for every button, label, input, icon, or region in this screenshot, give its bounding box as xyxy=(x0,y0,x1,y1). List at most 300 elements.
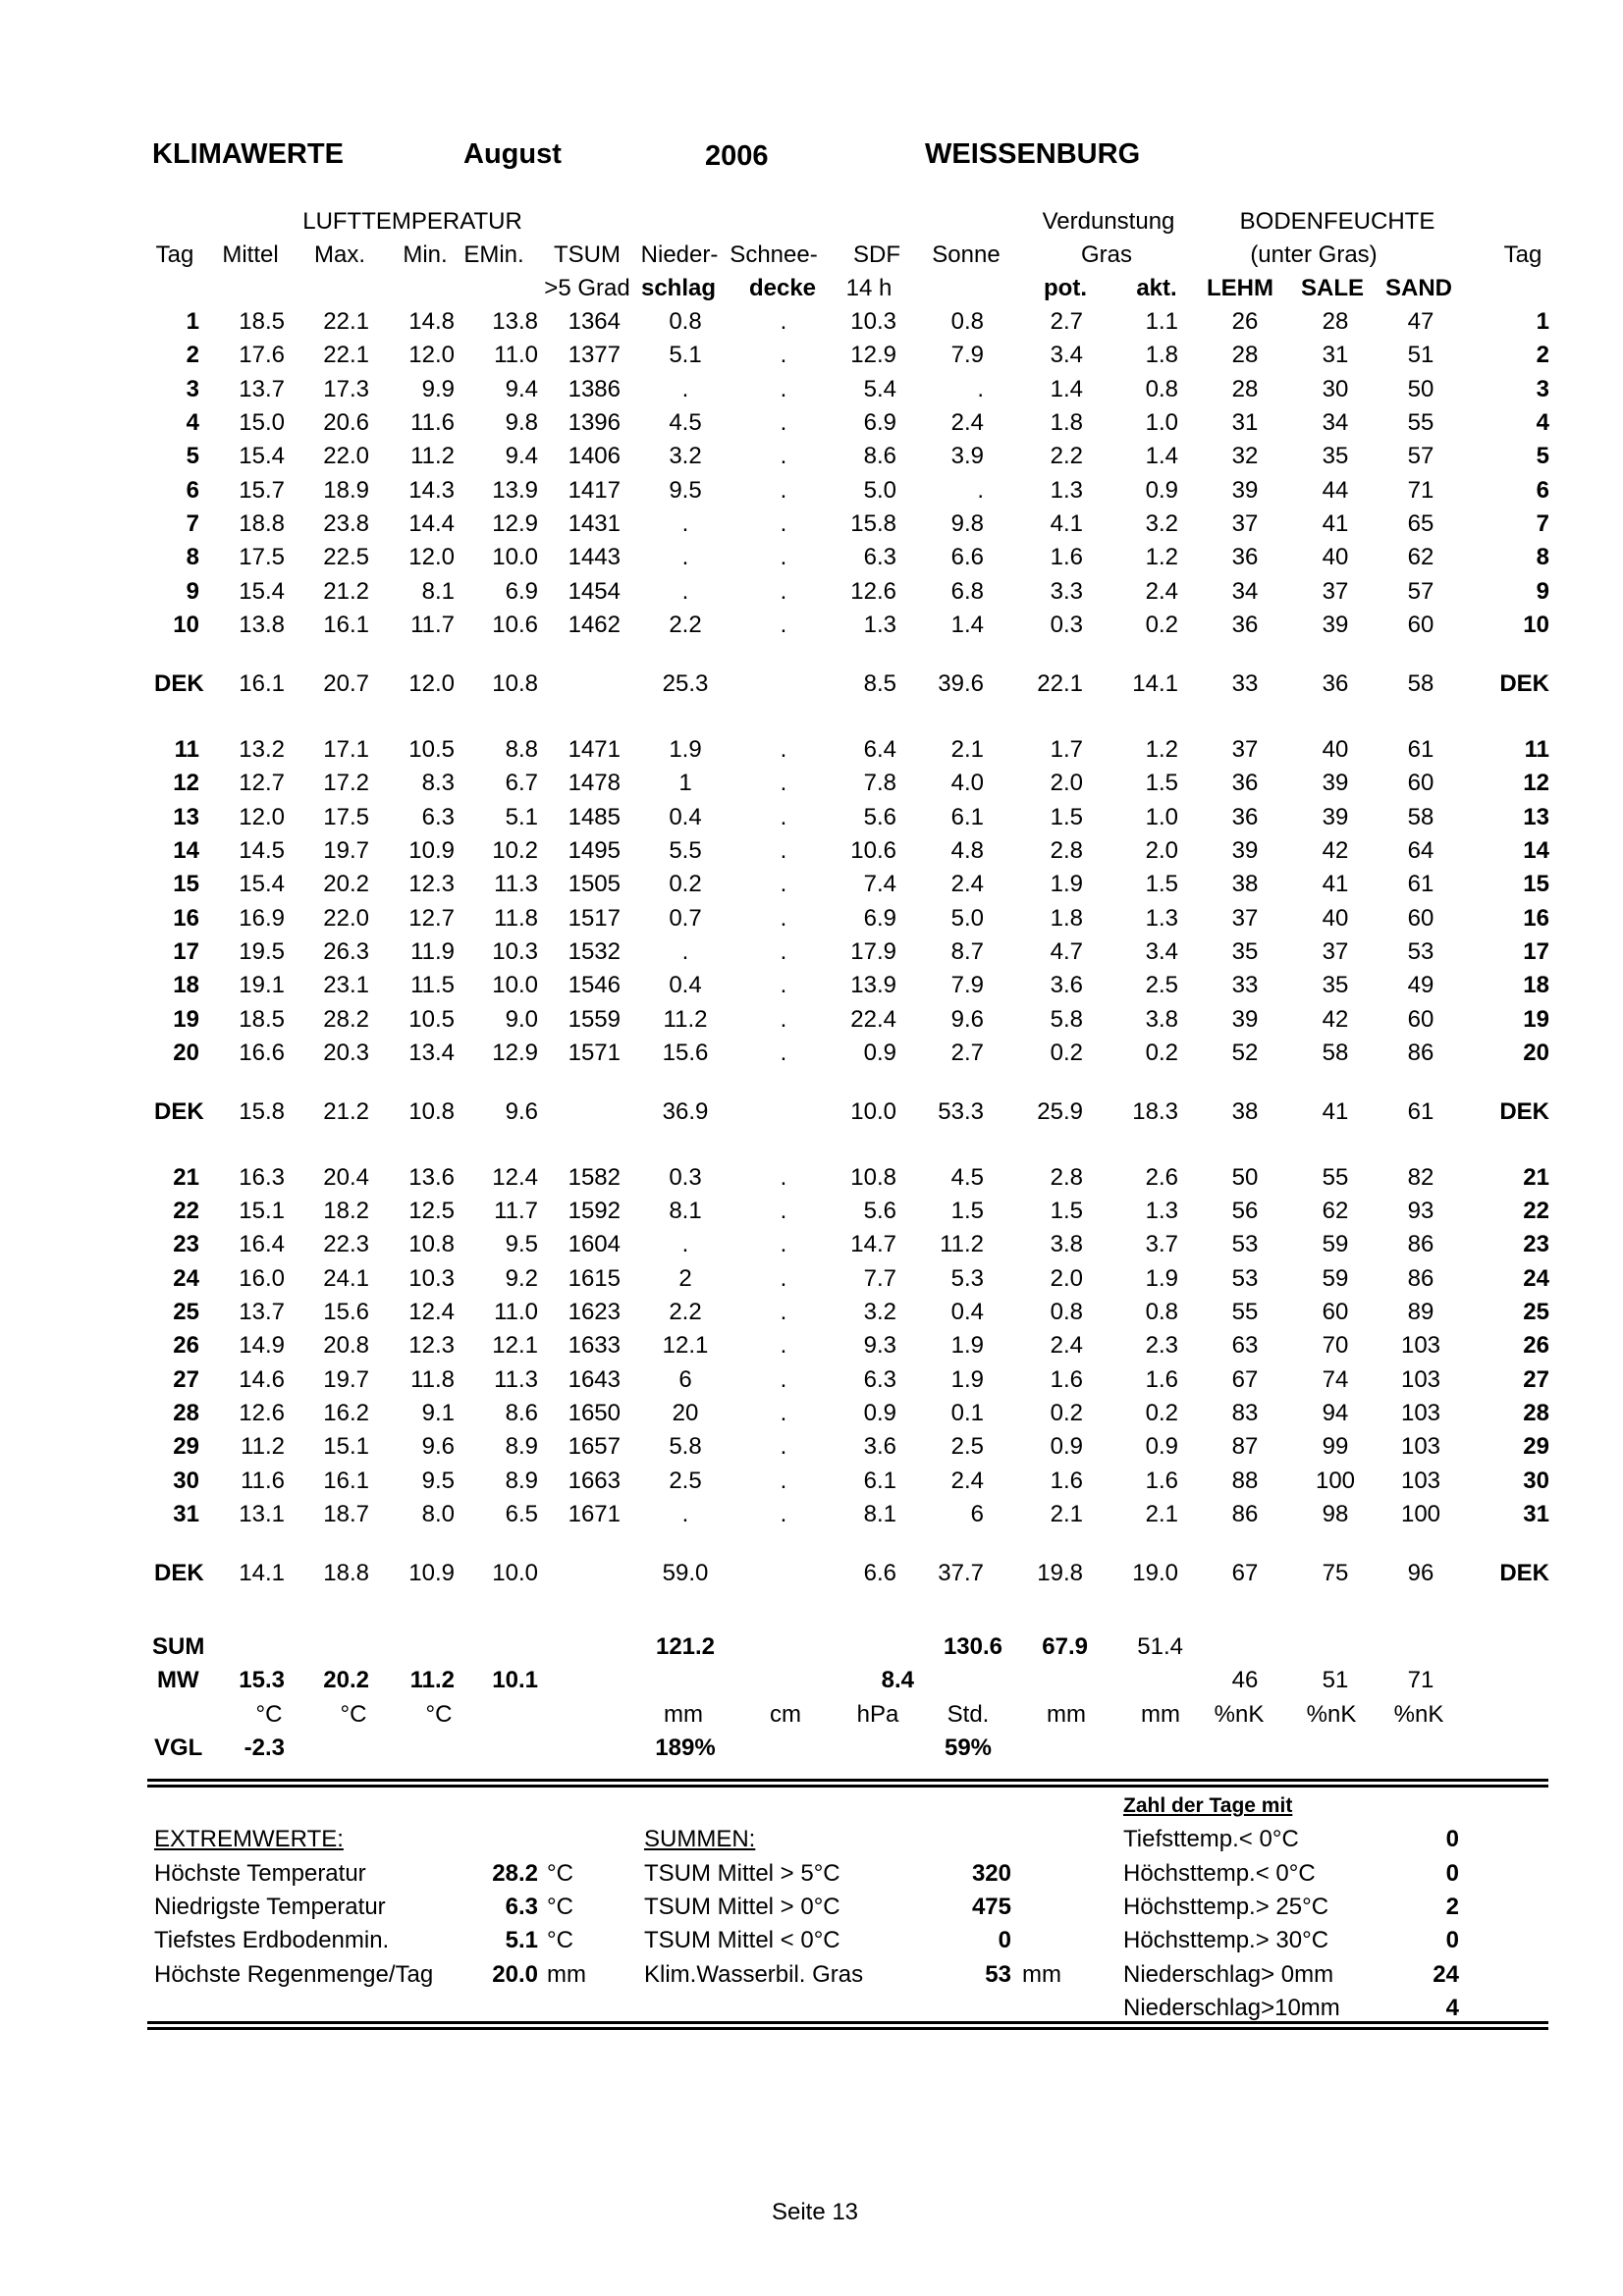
summen-label: TSUM Mittel < 0°C xyxy=(644,1927,840,1953)
col-subheader: akt. xyxy=(1136,275,1177,301)
day-row-cell: 8.1 xyxy=(421,578,455,605)
day-row-cell: 5 xyxy=(186,443,199,469)
dekade-row-cell: 36 xyxy=(1322,670,1349,697)
day-row-cell: 1.8 xyxy=(1050,905,1083,932)
day-row-cell: 16 xyxy=(1523,905,1549,932)
separator-rule-top xyxy=(147,1779,1548,1782)
day-row-cell: 4 xyxy=(186,409,199,436)
day-row-cell: 13.9 xyxy=(850,972,896,998)
day-row-cell: . xyxy=(780,1299,787,1325)
day-row-cell: 1671 xyxy=(568,1501,621,1527)
day-row-cell: 1386 xyxy=(568,376,621,402)
day-row-cell: 5 xyxy=(1536,443,1549,469)
day-row-cell: 6.6 xyxy=(950,544,984,570)
day-row-cell: 1.5 xyxy=(1145,871,1178,897)
day-row-cell: 5.6 xyxy=(863,804,896,830)
day-row-cell: 0.4 xyxy=(669,972,702,998)
extrem-label: Höchste Temperatur xyxy=(154,1860,366,1887)
day-row-cell: 11.0 xyxy=(494,1299,538,1325)
day-row-cell: 12.9 xyxy=(850,342,896,368)
day-row-cell: 39 xyxy=(1322,804,1349,830)
day-row-cell: 1.4 xyxy=(1145,443,1178,469)
day-row-cell: 17.3 xyxy=(323,376,369,402)
day-row-cell: 44 xyxy=(1322,477,1349,504)
day-row-cell: 11.9 xyxy=(410,938,455,965)
day-row-cell: 13.2 xyxy=(239,736,285,763)
day-row-cell: 2 xyxy=(678,1265,692,1292)
day-row-cell: 14.6 xyxy=(239,1366,285,1393)
day-row-cell: 10.8 xyxy=(850,1164,896,1191)
day-row-cell: 1.8 xyxy=(1145,342,1178,368)
day-row-cell: 12.0 xyxy=(239,804,285,830)
summen-title: SUMMEN: xyxy=(644,1826,756,1852)
day-row-cell: 16.0 xyxy=(239,1265,285,1292)
day-row-cell: 1592 xyxy=(568,1198,621,1224)
day-row-cell: 28 xyxy=(1523,1400,1549,1426)
day-row-cell: 16 xyxy=(173,905,199,932)
doc-month: August xyxy=(463,138,562,170)
day-row-cell: 60 xyxy=(1407,770,1434,796)
unit-label: °C xyxy=(340,1701,367,1728)
day-row-cell: 1546 xyxy=(568,972,621,998)
day-row-cell: . xyxy=(780,578,787,605)
separator-rule-bottom-2 xyxy=(147,2027,1548,2030)
day-row-cell: 17.9 xyxy=(850,938,896,965)
day-row-cell: 12.4 xyxy=(408,1299,455,1325)
day-row-cell: . xyxy=(780,612,787,638)
day-row-cell: 16.9 xyxy=(239,905,285,932)
day-row-cell: 14 xyxy=(1523,837,1549,864)
dekade-row-cell: 75 xyxy=(1322,1560,1349,1586)
day-row-cell: 33 xyxy=(1231,972,1259,998)
mw-max: 20.2 xyxy=(323,1667,369,1693)
day-row-cell: . xyxy=(780,938,787,965)
day-row-cell: 1633 xyxy=(568,1332,621,1359)
day-row-cell: 6.3 xyxy=(863,544,896,570)
day-row-cell: 15.1 xyxy=(239,1198,285,1224)
day-row-cell: 1431 xyxy=(568,510,621,537)
dekade-row-cell: 38 xyxy=(1231,1098,1259,1125)
day-row-cell: 35 xyxy=(1231,938,1259,965)
day-row-cell: 10.3 xyxy=(492,938,538,965)
day-row-cell: 9.1 xyxy=(421,1400,455,1426)
day-row-cell: 93 xyxy=(1407,1198,1434,1224)
day-row-cell: 0.3 xyxy=(669,1164,702,1191)
extrem-label: Niedrigste Temperatur xyxy=(154,1894,386,1920)
day-row-cell: 12.0 xyxy=(408,342,455,368)
day-row-cell: . xyxy=(780,1164,787,1191)
vgl-niederschlag: 189% xyxy=(655,1735,716,1761)
day-row-cell: 20.4 xyxy=(323,1164,369,1191)
extrem-unit: °C xyxy=(547,1927,573,1953)
day-row-cell: 1517 xyxy=(568,905,621,932)
day-row-cell: 1 xyxy=(186,308,199,335)
dekade-row-cell: 10.8 xyxy=(492,670,538,697)
day-row-cell: . xyxy=(681,1231,689,1257)
day-row-cell: 3.3 xyxy=(1050,578,1083,605)
dekade-row-cell: 96 xyxy=(1407,1560,1434,1586)
day-row-cell: 5.4 xyxy=(863,376,896,402)
col-header: Mittel xyxy=(222,241,279,268)
dekade-row-cell: 12.0 xyxy=(408,670,455,697)
day-row-cell: 3.2 xyxy=(863,1299,896,1325)
day-row-cell: 2.1 xyxy=(1145,1501,1178,1527)
day-row-cell: 2.8 xyxy=(1050,837,1083,864)
day-row-cell: . xyxy=(780,905,787,932)
day-row-cell: 2.6 xyxy=(1145,1164,1178,1191)
day-row-cell: 19.1 xyxy=(239,972,285,998)
day-row-cell: 30 xyxy=(1322,376,1349,402)
day-row-cell: 1604 xyxy=(568,1231,621,1257)
day-row-cell: 14.5 xyxy=(239,837,285,864)
day-row-cell: . xyxy=(780,1040,787,1066)
day-row-cell: 41 xyxy=(1322,510,1349,537)
group-verdunstung: Verdunstung xyxy=(1042,208,1175,235)
day-row-cell: 1 xyxy=(1536,308,1549,335)
day-row-cell: 41 xyxy=(1322,871,1349,897)
day-row-cell: . xyxy=(681,510,689,537)
dekade-row-cell: 10.8 xyxy=(408,1098,455,1125)
day-row-cell: 9.4 xyxy=(505,443,538,469)
day-row-cell: 9.9 xyxy=(421,376,455,402)
day-row-cell: 12 xyxy=(1523,770,1549,796)
sum-niederschlag: 121.2 xyxy=(655,1633,716,1660)
day-row-cell: 103 xyxy=(1400,1433,1441,1460)
day-row-cell: 37 xyxy=(1322,938,1349,965)
day-row-cell: 22.1 xyxy=(323,342,369,368)
col-subheader: schlag xyxy=(640,275,717,301)
day-row-cell: 13.4 xyxy=(408,1040,455,1066)
day-row-cell: 1615 xyxy=(568,1265,621,1292)
tage-label: Höchsttemp.< 0°C xyxy=(1123,1860,1316,1887)
day-row-cell: 16.3 xyxy=(239,1164,285,1191)
day-row-cell: 1.6 xyxy=(1145,1468,1178,1494)
day-row-cell: 12.1 xyxy=(662,1332,709,1359)
day-row-cell: 1.9 xyxy=(950,1332,984,1359)
day-row-cell: 23.8 xyxy=(323,510,369,537)
day-row-cell: 13.8 xyxy=(492,308,538,335)
day-row-cell: 5.8 xyxy=(669,1433,702,1460)
day-row-cell: 18.7 xyxy=(323,1501,369,1527)
unit-label: %nK xyxy=(1214,1701,1265,1728)
day-row-cell: 24 xyxy=(1523,1265,1549,1292)
day-row-cell: 8 xyxy=(186,544,199,570)
unit-label: %nK xyxy=(1393,1701,1444,1728)
col-header: Min. xyxy=(403,241,448,268)
day-row-cell: 0.7 xyxy=(669,905,702,932)
vgl-sonne: 59% xyxy=(944,1735,993,1761)
day-row-cell: 1.3 xyxy=(1145,905,1178,932)
dekade-row-cell: DEK xyxy=(154,1098,204,1125)
day-row-cell: 39 xyxy=(1322,770,1349,796)
day-row-cell: 8.7 xyxy=(950,938,984,965)
extrem-label: Höchste Regenmenge/Tag xyxy=(154,1961,434,1988)
col-subheader: LEHM xyxy=(1207,275,1273,301)
day-row-cell: 16.2 xyxy=(323,1400,369,1426)
day-row-cell: 49 xyxy=(1407,972,1434,998)
day-row-cell: 11 xyxy=(1524,736,1549,763)
day-row-cell: 2.7 xyxy=(950,1040,984,1066)
day-row-cell: 25 xyxy=(173,1299,199,1325)
col-subheader: 14 h xyxy=(845,275,893,301)
day-row-cell: 0.9 xyxy=(1145,1433,1178,1460)
col-header: SDF xyxy=(853,241,900,268)
day-row-cell: 11.8 xyxy=(494,905,538,932)
dekade-row-cell: 25.9 xyxy=(1037,1098,1083,1125)
day-row-cell: 22.0 xyxy=(323,905,369,932)
day-row-cell: 17.1 xyxy=(323,736,369,763)
col-header: EMin. xyxy=(463,241,524,268)
dekade-row-cell: 58 xyxy=(1407,670,1434,697)
day-row-cell: . xyxy=(780,837,787,864)
day-row-cell: 94 xyxy=(1322,1400,1349,1426)
day-row-cell: 28 xyxy=(173,1400,199,1426)
day-row-cell: 0.2 xyxy=(1145,1400,1178,1426)
day-row-cell: 0.3 xyxy=(1050,612,1083,638)
dekade-row-cell: 61 xyxy=(1407,1098,1434,1125)
day-row-cell: 11.6 xyxy=(241,1468,285,1494)
dekade-row-cell: 10.0 xyxy=(850,1098,896,1125)
vgl-mittel: -2.3 xyxy=(243,1735,285,1761)
day-row-cell: 2.2 xyxy=(669,612,702,638)
dekade-row-cell: 67 xyxy=(1231,1560,1259,1586)
dekade-row-cell: 19.8 xyxy=(1037,1560,1083,1586)
day-row-cell: 10.6 xyxy=(492,612,538,638)
dekade-row-cell: 37.7 xyxy=(938,1560,984,1586)
day-row-cell: 51 xyxy=(1407,342,1434,368)
day-row-cell: 19 xyxy=(173,1006,199,1033)
day-row-cell: 6.1 xyxy=(950,804,984,830)
day-row-cell: . xyxy=(780,510,787,537)
day-row-cell: 13.9 xyxy=(492,477,538,504)
day-row-cell: 3.6 xyxy=(863,1433,896,1460)
day-row-cell: 6 xyxy=(186,477,199,504)
dekade-row-cell: DEK xyxy=(1499,1560,1549,1586)
day-row-cell: 6 xyxy=(1536,477,1549,504)
day-row-cell: 1532 xyxy=(568,938,621,965)
day-row-cell: 17.5 xyxy=(323,804,369,830)
day-row-cell: 12.3 xyxy=(408,871,455,897)
day-row-cell: 11 xyxy=(174,736,199,763)
day-row-cell: 1471 xyxy=(568,736,621,763)
day-row-cell: 6.5 xyxy=(505,1501,538,1527)
day-row-cell: 1396 xyxy=(568,409,621,436)
day-row-cell: 2.2 xyxy=(1050,443,1083,469)
day-row-cell: 16.4 xyxy=(239,1231,285,1257)
summen-unit: mm xyxy=(1022,1961,1061,1988)
day-row-cell: 61 xyxy=(1407,736,1434,763)
day-row-cell: . xyxy=(780,544,787,570)
day-row-cell: 5.0 xyxy=(863,477,896,504)
day-row-cell: 1406 xyxy=(568,443,621,469)
day-row-cell: 2.4 xyxy=(950,409,984,436)
day-row-cell: 6.9 xyxy=(505,578,538,605)
day-row-cell: 53 xyxy=(1231,1231,1259,1257)
day-row-cell: 18.9 xyxy=(323,477,369,504)
col-subheader: SAND xyxy=(1384,275,1453,301)
day-row-cell: 3 xyxy=(186,376,199,402)
day-row-cell: 23.1 xyxy=(323,972,369,998)
day-row-cell: 5.8 xyxy=(1050,1006,1083,1033)
day-row-cell: 15.7 xyxy=(239,477,285,504)
day-row-cell: 11.2 xyxy=(241,1433,285,1460)
day-row-cell: 36 xyxy=(1231,804,1259,830)
day-row-cell: 40 xyxy=(1322,905,1349,932)
day-row-cell: 17.2 xyxy=(323,770,369,796)
day-row-cell: 2.0 xyxy=(1145,837,1178,864)
day-row-cell: 14.7 xyxy=(850,1231,896,1257)
day-row-cell: . xyxy=(780,376,787,402)
day-row-cell: 28 xyxy=(1322,308,1349,335)
day-row-cell: . xyxy=(780,409,787,436)
day-row-cell: 50 xyxy=(1231,1164,1259,1191)
day-row-cell: . xyxy=(977,477,984,504)
day-row-cell: 8.1 xyxy=(669,1198,702,1224)
day-row-cell: 29 xyxy=(173,1433,199,1460)
day-row-cell: 1485 xyxy=(568,804,621,830)
day-row-cell: 24.1 xyxy=(323,1265,369,1292)
day-row-cell: . xyxy=(681,578,689,605)
day-row-cell: 31 xyxy=(1523,1501,1549,1527)
day-row-cell: 18 xyxy=(1523,972,1549,998)
day-row-cell: 98 xyxy=(1322,1501,1349,1527)
day-row-cell: 22 xyxy=(1523,1198,1549,1224)
summen-label: Klim.Wasserbil. Gras xyxy=(644,1961,864,1988)
day-row-cell: 36 xyxy=(1231,770,1259,796)
day-row-cell: 4.1 xyxy=(1050,510,1083,537)
day-row-cell: 2.3 xyxy=(1145,1332,1178,1359)
day-row-cell: . xyxy=(780,804,787,830)
day-row-cell: 10 xyxy=(173,612,199,638)
day-row-cell: 6 xyxy=(970,1501,984,1527)
day-row-cell: 1571 xyxy=(568,1040,621,1066)
day-row-cell: 3.6 xyxy=(1050,972,1083,998)
day-row-cell: 11.7 xyxy=(494,1198,538,1224)
dekade-row-cell: 8.5 xyxy=(863,670,896,697)
group-bodenfeuchte: BODENFEUCHTE xyxy=(1239,208,1435,235)
day-row-cell: 1.5 xyxy=(1145,770,1178,796)
group-unter-gras: (unter Gras) xyxy=(1250,241,1378,268)
tage-value: 24 xyxy=(1433,1961,1459,1988)
day-row-cell: 14 xyxy=(173,837,199,864)
day-row-cell: 9.8 xyxy=(505,409,538,436)
day-row-cell: 19.5 xyxy=(239,938,285,965)
day-row-cell: 1443 xyxy=(568,544,621,570)
day-row-cell: 1582 xyxy=(568,1164,621,1191)
day-row-cell: 11.8 xyxy=(410,1366,455,1393)
day-row-cell: 2 xyxy=(186,342,199,368)
day-row-cell: 57 xyxy=(1407,443,1434,469)
day-row-cell: 2.4 xyxy=(1050,1332,1083,1359)
day-row-cell: 19.7 xyxy=(323,1366,369,1393)
day-row-cell: 36 xyxy=(1231,544,1259,570)
day-row-cell: . xyxy=(780,972,787,998)
day-row-cell: 10.0 xyxy=(492,544,538,570)
day-row-cell: 11.2 xyxy=(940,1231,984,1257)
day-row-cell: 1657 xyxy=(568,1433,621,1460)
day-row-cell: 6.3 xyxy=(863,1366,896,1393)
day-row-cell: 0.4 xyxy=(669,804,702,830)
extrem-unit: °C xyxy=(547,1860,573,1887)
mw-label: MW xyxy=(157,1667,199,1693)
day-row-cell: . xyxy=(780,1231,787,1257)
unit-label: mm xyxy=(1047,1701,1086,1728)
day-row-cell: 53 xyxy=(1407,938,1434,965)
day-row-cell: 2 xyxy=(1536,342,1549,368)
page-number: Seite 13 xyxy=(771,2199,859,2225)
doc-station: WEISSENBURG xyxy=(925,138,1141,170)
day-row-cell: 5.1 xyxy=(505,804,538,830)
day-row-cell: 87 xyxy=(1231,1433,1259,1460)
dekade-row-cell: 10.0 xyxy=(492,1560,538,1586)
day-row-cell: 30 xyxy=(173,1468,199,1494)
day-row-cell: 52 xyxy=(1231,1040,1259,1066)
day-row-cell: 12.9 xyxy=(492,1040,538,1066)
day-row-cell: 9.6 xyxy=(950,1006,984,1033)
day-row-cell: 1.3 xyxy=(1145,1198,1178,1224)
tage-value: 4 xyxy=(1445,1995,1459,2021)
day-row-cell: 0.2 xyxy=(1050,1040,1083,1066)
tage-value: 0 xyxy=(1445,1860,1459,1887)
dekade-row-cell: 9.6 xyxy=(505,1098,538,1125)
tage-label: Niederschlag>10mm xyxy=(1123,1995,1340,2021)
day-row-cell: 19.7 xyxy=(323,837,369,864)
day-row-cell: 40 xyxy=(1322,544,1349,570)
day-row-cell: 15.1 xyxy=(323,1433,369,1460)
day-row-cell: 100 xyxy=(1315,1468,1356,1494)
day-row-cell: 12 xyxy=(173,770,199,796)
day-row-cell: . xyxy=(780,443,787,469)
unit-label: Std. xyxy=(947,1701,990,1728)
day-row-cell: 63 xyxy=(1231,1332,1259,1359)
day-row-cell: . xyxy=(780,871,787,897)
day-row-cell: 0.9 xyxy=(863,1040,896,1066)
day-row-cell: . xyxy=(780,477,787,504)
day-row-cell: 60 xyxy=(1407,1006,1434,1033)
day-row-cell: 0.1 xyxy=(950,1400,984,1426)
dekade-row-cell: 14.1 xyxy=(1132,670,1178,697)
day-row-cell: 9.5 xyxy=(421,1468,455,1494)
day-row-cell: 37 xyxy=(1322,578,1349,605)
day-row-cell: 15.4 xyxy=(239,443,285,469)
day-row-cell: 13.8 xyxy=(239,612,285,638)
day-row-cell: 8.3 xyxy=(421,770,455,796)
summen-value: 320 xyxy=(971,1860,1011,1887)
day-row-cell: 8.6 xyxy=(863,443,896,469)
day-row-cell: 21 xyxy=(1523,1164,1549,1191)
day-row-cell: 4.5 xyxy=(950,1164,984,1191)
day-row-cell: 60 xyxy=(1322,1299,1349,1325)
day-row-cell: 86 xyxy=(1407,1040,1434,1066)
day-row-cell: 10.8 xyxy=(408,1231,455,1257)
day-row-cell: . xyxy=(780,736,787,763)
dekade-row-cell: 53.3 xyxy=(938,1098,984,1125)
day-row-cell: 2.8 xyxy=(1050,1164,1083,1191)
day-row-cell: 39 xyxy=(1231,837,1259,864)
day-row-cell: 6.1 xyxy=(863,1468,896,1494)
unit-label: mm xyxy=(664,1701,703,1728)
day-row-cell: . xyxy=(780,308,787,335)
dekade-row-cell: 18.8 xyxy=(323,1560,369,1586)
dekade-row-cell: 21.2 xyxy=(323,1098,369,1125)
col-subheader: >5 Grad xyxy=(544,275,630,301)
day-row-cell: 40 xyxy=(1322,736,1349,763)
day-row-cell: 1.7 xyxy=(1050,736,1083,763)
day-row-cell: 4.5 xyxy=(669,409,702,436)
unit-label: mm xyxy=(1141,1701,1180,1728)
day-row-cell: 1.3 xyxy=(1050,477,1083,504)
day-row-cell: 103 xyxy=(1400,1366,1441,1393)
